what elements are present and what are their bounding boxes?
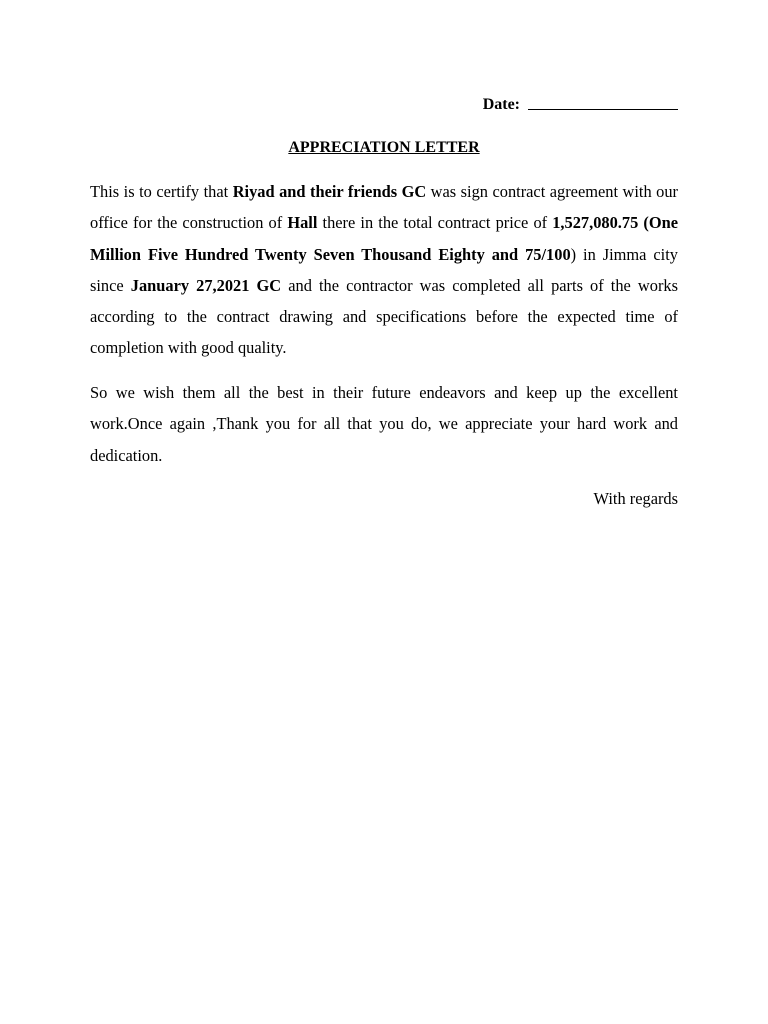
paragraph1-text-5: and the contractor was completed all parts of the works according to the contract drawing and specifications before the expected time of completion with good quality. [90,275,678,358]
closing-line: With regards [593,489,678,508]
paragraph1-text-1: This is to certify that [90,182,233,201]
contract-date: January 27,2021 GC [130,275,282,295]
date-blank-line [528,93,678,110]
date-line [483,92,678,116]
contractor-name: Riyad and their friends GC [232,182,427,201]
body-paragraph-1 [90,176,678,364]
project-name: Hall [287,213,318,233]
paragraph1-text-4: ) in Jimma city since [90,244,678,295]
letter-title: APPRECIATION LETTER [288,139,480,156]
paragraph1-text-3: there in the total contract price of [317,213,553,233]
date-label: Date: [482,96,520,113]
body-paragraph-2: So we wish them all the best in their future endeavors and keep up the excellent work.Once again ,Thank you for all that you do, we appreciate your hard work and dedication. [90,383,678,465]
contract-price: 1,527,080.75 (One Million Five Hundred Twenty Seven Thousand Eighty and 75/100 [90,213,679,264]
paragraph1-text-2: was sign contract agreement with our office for the construction of [90,182,678,233]
